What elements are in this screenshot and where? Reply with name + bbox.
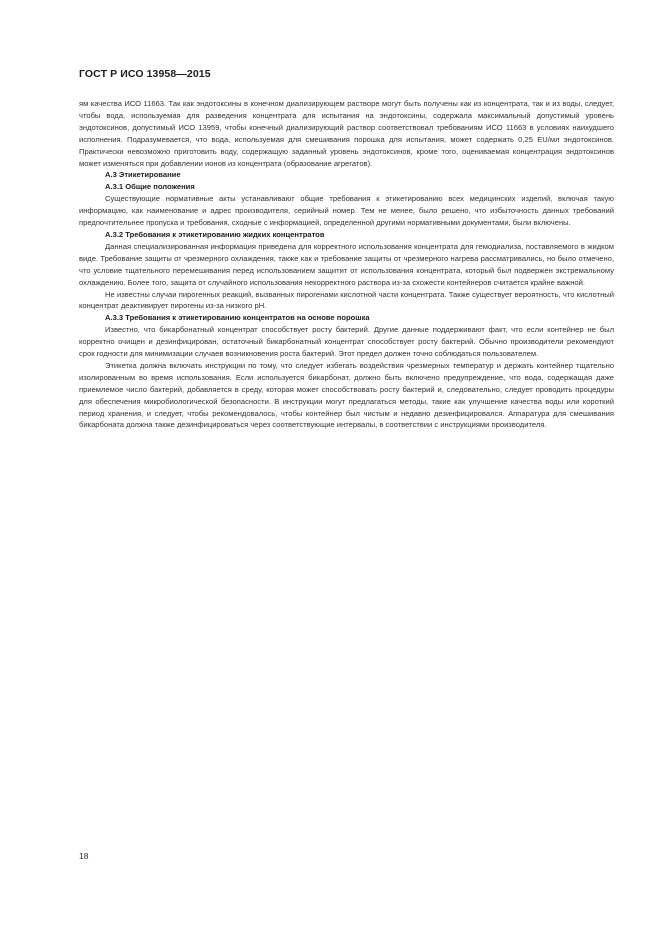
section-heading-a33: А.3.3 Требования к этикетированию концентратов на основе порошка	[105, 313, 370, 323]
document-body	[79, 98, 614, 431]
paragraph-pyrogen: Не известны случаи пирогенных реакций, вызванных пирогенами кислотной части концентрата. Также существует вероятность, что кислотный концентрат деактивирует пирогены из-за низкого pH.	[79, 289, 614, 311]
paragraph-liquid-concentrate: Данная специализированная информация приведена для корректного использования концентрата для гемодиализа, поставляемого в жидком виде. Требование защиты от чрезмерного охлаждения, также как и требование защиты от чрезмерного нагрева рассматривались, но было отмечено, что условие тщательного перемешивания перед использованием защитит от использования концентрата, который был подвержен экстремальному охлаждению. Более того, защита от случайного использования некорректного раствора из-за схожести контейнеров считается крайне важной.	[79, 241, 614, 287]
document-header-title: ГОСТ Р ИСО 13958—2015	[79, 68, 211, 80]
paragraph-endotoxin-continuation: ям качества ИСО 11663. Так как эндотоксины в конечном диализирующем растворе могут быть получены как из концентрата, так и из воды, следует, чтобы вода, используемая для разведения концентрата для испытания на эндотоксины, содержала максимальный допустимый уровень эндотоксинов, допустимый ИСО 13959, чтобы конечный диализирующий раствор соответствовал требованиям ИСО 11663 в условиях наихудшего исполнения. Подразумевается, что вода, используемая для смешивания порошка для испытания, может содержать 0,25 EU/мл эндотоксинов. Практически невозможно приготовить воду, содержащую заданный уровень эндотоксинов, кроме того, оцениваемая концентрация эндотоксинов может изменяться при добавлении ионов из концентрата (образование агрегатов).	[79, 99, 614, 168]
section-heading-a31: А.3.1 Общие положения	[105, 182, 195, 192]
paragraph-label-instructions: Этикетка должна включать инструкции по тому, что следует избегать воздействия чрезмерных температур и держать контейнер тщательно изолированным во время использования. Если используется бикарбонат, должно быть включено предупреждение, что вода, содержащая даже приемлемое число бактерий, добавляется в среду, которая может способствовать росту бактерий и, следовательно, следует проводить процедуры для обеспечения микробиологической безопасности. В инструкции могут предлагаться методы, такие как улучшение качества воды или короткий период хранения, и следует, чтобы рекомендовалось, чтобы контейнер был чистым и недавно дезинфицировался. Аппаратура для смешивания бикарбоната должна также дезинфицироваться через соответствующие интервалы, в соответствии с инструкциями производителя.	[79, 360, 614, 430]
section-heading-a3: А.3 Этикетирование	[105, 170, 181, 180]
page-number: 18	[79, 851, 89, 861]
paragraph-bicarbonate-bacteria: Известно, что бикарбонатный концентрат способствует росту бактерий. Другие данные поддерживают факт, что если контейнер не был корректно очищен и дезинфицирован, остаточный бикарбонатный концентрат способствует росту бактерий. Обычно производители рекомендуют срок годности для минимизации случаев возникновения роста бактерий. Этот предел должен точно соблюдаться пользователем.	[79, 325, 614, 359]
paragraph-general-labeling: Существующие нормативные акты устанавливают общие требования к этикетированию всех медицинских изделий, включая такую информацию, как наименование и адрес производителя, серийный номер. Тем не менее, было решено, что избыточность данных требований предпочтительнее пропуска и требования, сходные с информацией, определенной другими нормативными документами, были включены.	[79, 194, 614, 228]
section-heading-a32: А.3.2 Требования к этикетированию жидких концентратов	[105, 229, 325, 239]
